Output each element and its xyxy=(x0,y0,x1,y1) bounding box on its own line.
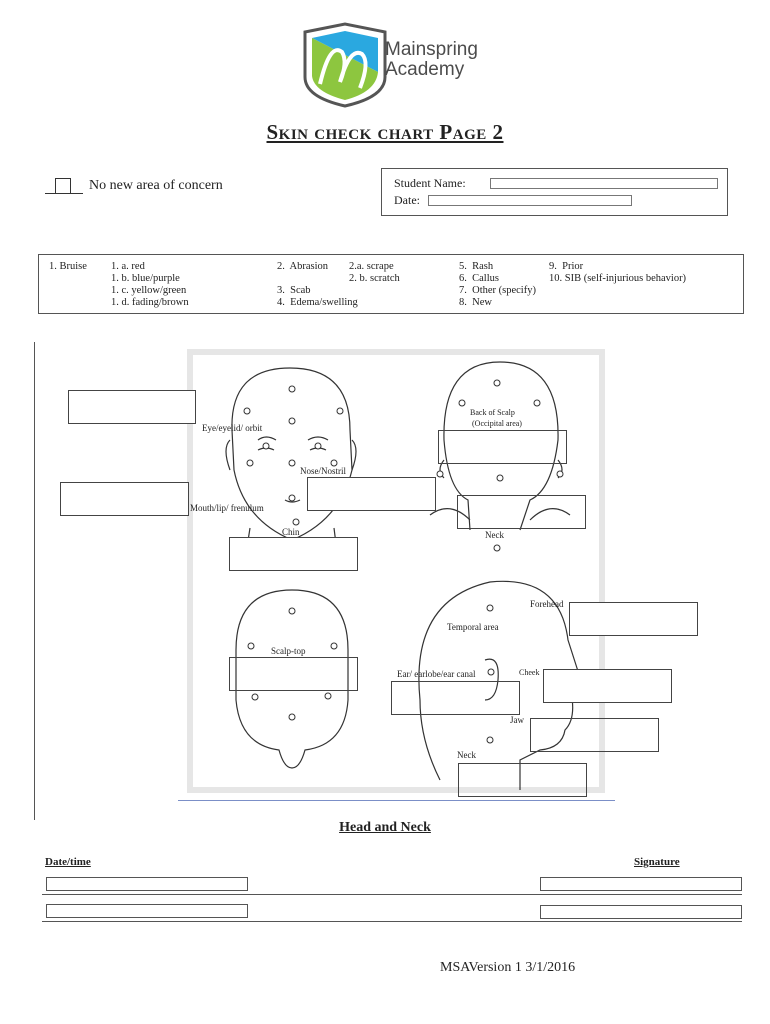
back-scalp-note-box[interactable] xyxy=(438,430,567,464)
student-name-label: Student Name: xyxy=(394,176,466,190)
label-scalp-top: Scalp-top xyxy=(271,646,306,656)
label-forehead: Forehead xyxy=(530,599,564,609)
logo-line1: Mainspring xyxy=(385,39,478,60)
chin-note-box[interactable] xyxy=(229,537,358,571)
row-divider-1 xyxy=(42,894,742,895)
legend-col4: 2.a. scrape 2. b. scratch xyxy=(349,261,400,284)
label-nose: Nose/Nostril xyxy=(300,466,346,476)
jaw-note-box[interactable] xyxy=(530,718,659,752)
label-chin: Chin xyxy=(282,527,300,537)
label-back-scalp: Back of Scalp xyxy=(470,408,515,417)
label-jaw: Jaw xyxy=(510,715,524,725)
date-time-header: Date/time xyxy=(45,856,91,868)
label-temporal: Temporal area xyxy=(447,622,499,632)
no-concern-label: No new area of concern xyxy=(89,178,223,193)
cheek-note-box[interactable] xyxy=(543,669,672,703)
label-ear: Ear/ earlobe/ear canal xyxy=(397,669,476,679)
logo-line2: Academy xyxy=(385,59,465,80)
signature-field-2[interactable] xyxy=(540,905,742,919)
eye-note-box[interactable] xyxy=(68,390,196,424)
label-mouth: Mouth/lip/ frenulum xyxy=(190,503,264,513)
section-separator xyxy=(178,800,615,801)
legend-col1: 1. Bruise xyxy=(49,261,87,272)
label-cheek: Cheek xyxy=(519,668,540,677)
neck-back-note-box[interactable] xyxy=(457,495,586,529)
mouth-note-box[interactable] xyxy=(60,482,189,516)
label-occipital: (Occipital area) xyxy=(472,419,522,428)
label-eye: Eye/eyelid/ orbit xyxy=(202,423,263,433)
neck-side-note-box[interactable] xyxy=(458,763,587,797)
label-neck-back: Neck xyxy=(485,530,504,540)
forehead-note-box[interactable] xyxy=(569,602,698,636)
footer-version: MSAVersion 1 3/1/2016 xyxy=(440,960,576,975)
legend-col3: 2. Abrasion 3. Scab 4. Edema/swelling xyxy=(277,261,358,308)
ear-note-box[interactable] xyxy=(391,681,520,715)
signature-field-1[interactable] xyxy=(540,877,742,891)
scalp-top-note-box[interactable] xyxy=(229,657,358,691)
section-title: Head and Neck xyxy=(339,820,431,835)
date-time-field-2[interactable] xyxy=(46,904,248,918)
legend-col6: 9. Prior 10. SIB (self-injurious behavior) xyxy=(549,261,687,284)
nose-note-box[interactable] xyxy=(307,477,436,511)
page-title: Skin check chart Page 2 xyxy=(266,120,504,144)
row-divider-2 xyxy=(42,921,742,922)
date-time-field-1[interactable] xyxy=(46,877,248,891)
date-label: Date: xyxy=(394,193,420,207)
signature-header: Signature xyxy=(634,856,680,868)
legend-col5: 5. Rash 6. Callus 7. Other (specify) 8. New xyxy=(459,261,536,308)
legend-col2: 1. a. red 1. b. blue/purple 1. c. yellow/green 1. d. fading/brown xyxy=(111,261,189,308)
label-neck-side: Neck xyxy=(457,750,476,760)
